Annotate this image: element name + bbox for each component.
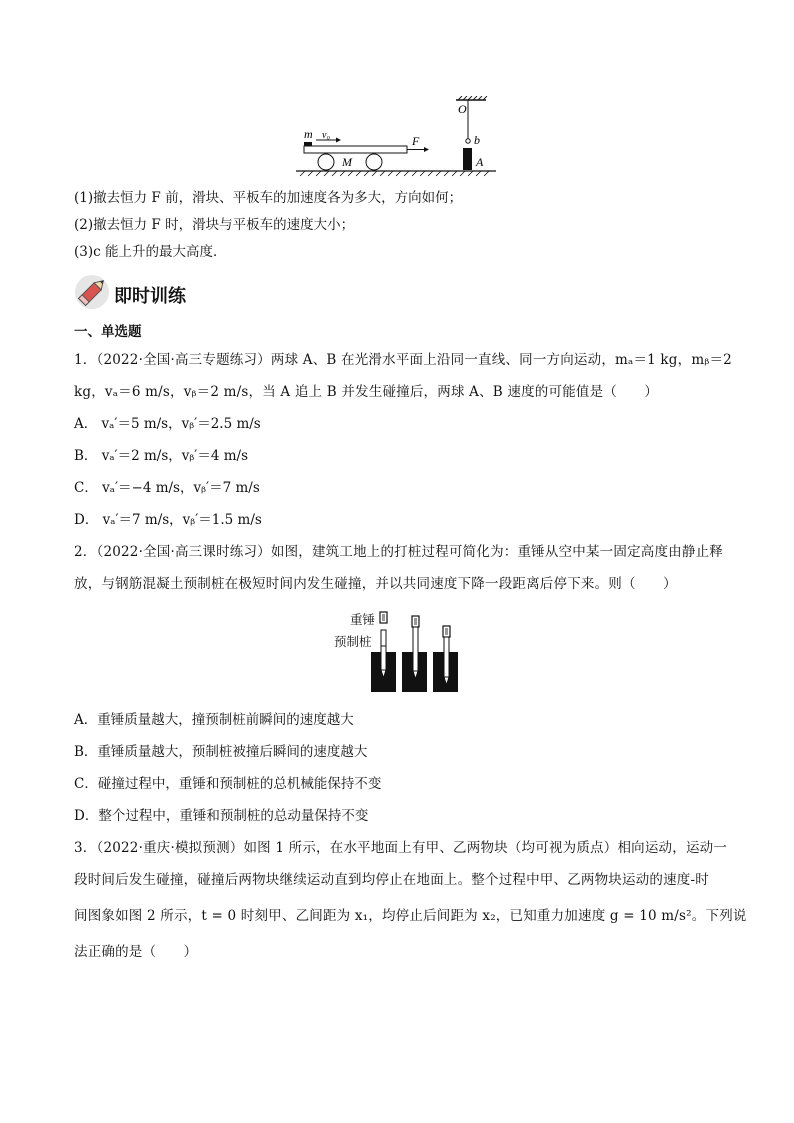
q2-stem-line2: 放，与钢筋混凝土预制桩在极短时间内发生碰撞，并以共同速度下降一段距离后停下来。则（ ） bbox=[74, 576, 677, 592]
q3-stem-line3: 间图象如图 2 所示，t = 0 时刻甲、乙间距为 x₁，均停止后间距为 x₂，已知重力加速度 g = 10 m/s²。下列说 bbox=[74, 908, 747, 924]
label-v0: v₀ bbox=[322, 130, 330, 141]
label-hammer: 重锤 bbox=[350, 612, 376, 627]
label-m: m bbox=[304, 127, 313, 141]
q1-stem-line1: 1．（2022·全国·高三专题练习）两球 A、B 在光滑水平面上沿同一直线、同一方向运动，mₐ＝1 kg，mᵦ＝2 bbox=[74, 352, 732, 368]
prev-question-part2: (2)撤去恒力 F 时，滑块与平板车的速度大小； bbox=[74, 217, 355, 233]
q2-option-D: D．整个过程中，重锤和预制桩的总动量保持不变 bbox=[74, 808, 369, 824]
q2-option-C: C．碰撞过程中，重锤和预制桩的总机械能保持不变 bbox=[74, 776, 382, 792]
q1-option-C: C． vₐ′＝−4 m/s，vᵦ′＝7 m/s bbox=[74, 480, 260, 496]
label-O: O bbox=[458, 102, 467, 116]
q2-option-A: A．重锤质量越大，撞预制桩前瞬间的速度越大 bbox=[74, 712, 354, 728]
q2-stem-line1: 2．（2022·全国·高三课时练习）如图，建筑工地上的打桩过程可简化为：重锤从空中某一固定高度由静止释 bbox=[74, 544, 723, 560]
cart-plank bbox=[304, 146, 407, 153]
pile-figure bbox=[330, 606, 470, 696]
section-header bbox=[72, 272, 232, 312]
label-M: M bbox=[342, 155, 352, 169]
q1-stem-line2: kg，vₐ＝6 m/s，vᵦ＝2 m/s，当 A 追上 B 并发生碰撞后，两球 A、B 速度的可能值是（ ） bbox=[74, 384, 659, 400]
q3-stem-line4: 法正确的是（ ） bbox=[74, 944, 198, 960]
q3-stem-line2: 段时间后发生碰撞，碰撞后两物块继续运动直到均停止在地面上。整个过程中甲、乙两物块运动的速度-时 bbox=[74, 872, 709, 888]
section-title: 即时训练 bbox=[114, 286, 186, 307]
label-F: F bbox=[412, 134, 420, 148]
q1-option-D: D． vₐ′＝7 m/s，vᵦ′＝1.5 m/s bbox=[74, 512, 262, 528]
q1-option-A: A． vₐ′＝5 m/s，vᵦ′＝2.5 m/s bbox=[74, 416, 261, 432]
ball-b bbox=[466, 139, 470, 143]
subheading-single-choice: 一、单选题 bbox=[74, 324, 142, 340]
q2-option-B: B．重锤质量越大，预制桩被撞后瞬间的速度越大 bbox=[74, 744, 368, 760]
block-A bbox=[463, 148, 472, 170]
q1-option-B: B． vₐ′＝2 m/s，vᵦ′＝4 m/s bbox=[74, 448, 249, 464]
label-A: A bbox=[476, 155, 484, 169]
prev-question-part1: (1)撤去恒力 F 前，滑块、平板车的加速度各为多大，方向如何； bbox=[74, 190, 463, 206]
q3-stem-line1: 3．（2022·重庆·模拟预测）如图 1 所示，在水平地面上有甲、乙两物块（均可视为质点）相向运动，运动一 bbox=[74, 840, 728, 856]
label-b: b bbox=[474, 133, 480, 147]
pile-drawing bbox=[330, 606, 470, 696]
cart-wheel-left bbox=[318, 154, 334, 170]
prev-question-part3: (3)c 能上升的最大高度． bbox=[74, 244, 227, 260]
pencil-icon bbox=[72, 272, 112, 312]
cart-pulley-figure bbox=[296, 96, 496, 182]
label-pile: 预制桩 bbox=[334, 634, 372, 649]
cart-wheel-right bbox=[366, 154, 382, 170]
slider-m bbox=[304, 142, 312, 146]
